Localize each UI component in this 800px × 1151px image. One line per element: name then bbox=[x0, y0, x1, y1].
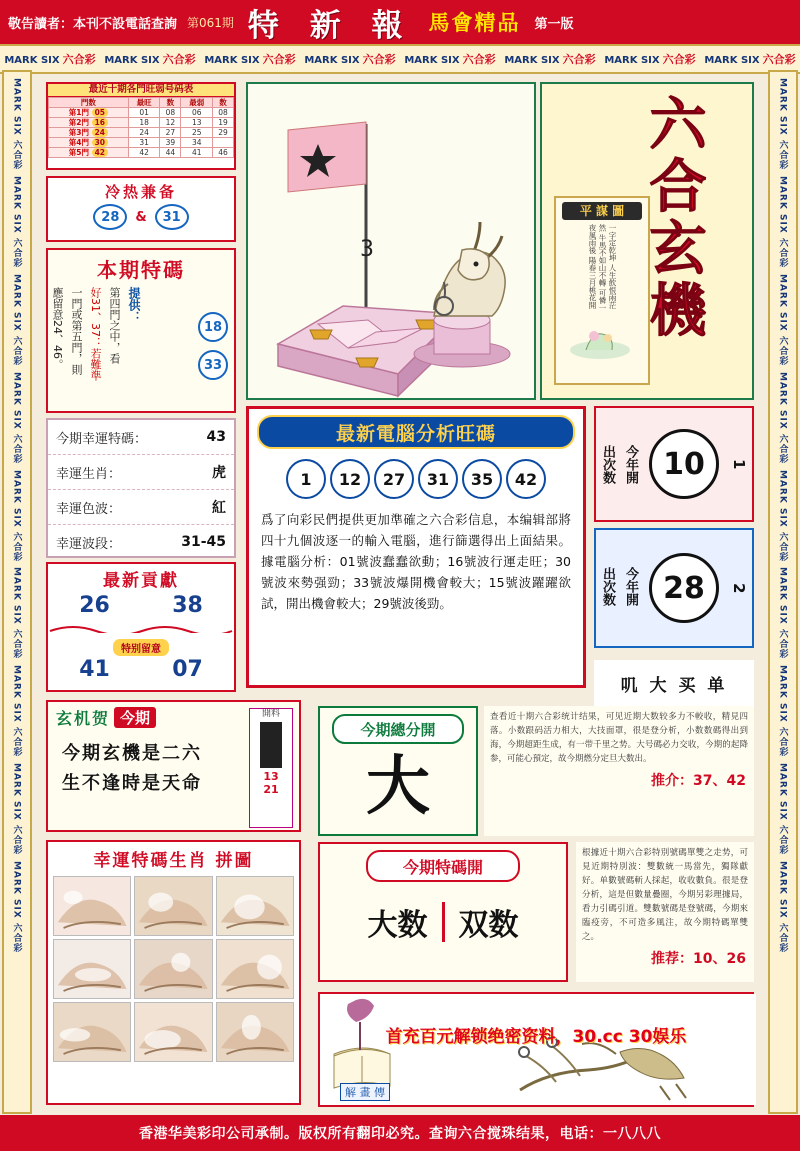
header-subtitle: 馬會精品 bbox=[428, 11, 521, 35]
table-row bbox=[49, 138, 234, 148]
table-row bbox=[49, 128, 234, 138]
freq-header-cell: 数 bbox=[160, 98, 181, 108]
analysis-text-2-body: 根據近十期六合彩特別號碼單雙之走势，可見近期特別波：雙數統一馬當先，獨隊獻好。单數號碼斬人採起，收收數負。很是登分析，這是但數量疊圈，今期另彩理據局，看力引碼引道。雙數號碼是登號碼，今期來臨疫旁，不可造多風注，故今期特碼單雙之。 bbox=[582, 848, 748, 942]
small-ad-panel bbox=[594, 660, 754, 706]
xuanji-char-4: 機 bbox=[649, 278, 707, 344]
tema-balls bbox=[198, 287, 228, 405]
contribution-tag: 特别留意 bbox=[113, 639, 169, 656]
rail-text: MARK SIX 六合彩 bbox=[11, 861, 22, 953]
freq-cell: 34 bbox=[181, 138, 213, 148]
xuanji-side-num-1: 13 bbox=[263, 770, 279, 783]
cold-number: 31 bbox=[155, 204, 189, 230]
rec-1-value: 37、42 bbox=[693, 773, 746, 789]
contribution-bottom-numbers bbox=[48, 657, 234, 682]
table-row bbox=[49, 118, 234, 128]
odd-even-divider bbox=[442, 902, 445, 942]
rail-text: MARK SIX 六合彩 bbox=[777, 175, 788, 268]
svg-text:3: 3 bbox=[360, 237, 374, 262]
contribution-num-1: 26 bbox=[79, 593, 110, 618]
lucky-row-label: 幸運波段： bbox=[56, 536, 122, 552]
ribbon-mark: MARK SIX 六合彩 bbox=[204, 53, 296, 66]
frequency-table-caption: 最近十期各門旺弱号码表 bbox=[48, 84, 234, 97]
tema-title: 本期特碼 bbox=[97, 258, 185, 282]
freq-cell bbox=[213, 138, 234, 148]
xuanji-side-block bbox=[260, 722, 282, 768]
freq-cell: 24 bbox=[128, 128, 160, 138]
hot-number: 28 bbox=[93, 204, 127, 230]
stat-2-label: 出次数 bbox=[600, 566, 615, 606]
computer-analysis-banner bbox=[257, 415, 575, 449]
xuanji-line-1: 今期玄機是二六 bbox=[62, 743, 202, 764]
contribution-top-numbers bbox=[48, 593, 234, 618]
stat-2-label2: 今年開 bbox=[623, 566, 638, 606]
analysis-ball: 1 bbox=[286, 459, 326, 499]
computer-analysis-text: 爲了向彩民們提供更加準確之六合彩信息，本编辑部將四十九個波逐一的輸入電腦，進行篩選得出上面結果。據電腦分析：01號波蠢蠢欲動；16號波行運走旺；30號波來勢强勁；33號波爆開機會較大；15號波躍躍欲試，開出機會較大；29號波後勁。 bbox=[261, 512, 571, 611]
freq-row-label: 第5門 42 bbox=[49, 148, 129, 158]
xuanji-title-b: 今期 bbox=[114, 707, 156, 728]
analysis-text-panel-1 bbox=[484, 706, 754, 836]
freq-header-cell: 最弱 bbox=[181, 98, 213, 108]
tema-ball-2: 33 bbox=[198, 350, 228, 380]
rail-text: MARK SIX 六合彩 bbox=[777, 273, 788, 366]
scroll-poem: 一字定乾坤 人生飲恨兩茫然 牛馬不如山不轉 可憐一夜風雨後 陽春三月桃花開 bbox=[588, 224, 617, 312]
lucky-row-label: 幸運生肖： bbox=[56, 466, 122, 482]
stat-panel-1 bbox=[594, 406, 754, 522]
freq-cell: 13 bbox=[181, 118, 213, 128]
freq-header-cell: 最旺 bbox=[128, 98, 160, 108]
odd-even-panel bbox=[318, 842, 568, 982]
rec-2-value: 10、26 bbox=[693, 951, 746, 967]
ribbon-mark: MARK SIX 六合彩 bbox=[504, 53, 596, 66]
rail-text: MARK SIX 六合彩 bbox=[777, 78, 788, 170]
rail-text: MARK SIX 六合彩 bbox=[11, 665, 22, 758]
contribution-num-2: 38 bbox=[172, 593, 203, 618]
lucky-row bbox=[48, 455, 234, 490]
xuanji-char-3: 玄 bbox=[649, 216, 707, 282]
right-rail bbox=[768, 70, 798, 1114]
freq-header-cell: 数 bbox=[213, 98, 234, 108]
rail-text: MARK SIX 六合彩 bbox=[11, 371, 22, 464]
puzzle-piece bbox=[134, 939, 212, 999]
ribbon-mark: MARK SIX 六合彩 bbox=[604, 53, 696, 66]
left-rail bbox=[2, 70, 32, 1114]
puzzle-piece bbox=[53, 939, 131, 999]
freq-cell: 46 bbox=[213, 148, 234, 158]
xuanji-sidebox bbox=[249, 708, 293, 828]
stat-1-count: 1 bbox=[730, 458, 748, 470]
freq-row-label: 第4門 30 bbox=[49, 138, 129, 148]
analysis-ball: 35 bbox=[462, 459, 502, 499]
xuanji-side-num-2: 21 bbox=[263, 783, 279, 796]
tema-col-3: 一門或第五門，則 bbox=[70, 287, 83, 375]
freq-cell: 01 bbox=[128, 108, 160, 118]
lucky-row bbox=[48, 490, 234, 525]
table-row bbox=[49, 108, 234, 118]
bottom-ad-book-caption: 解 畫 傳 bbox=[340, 1083, 390, 1101]
total-sum-caption: 今期總分開 bbox=[332, 714, 464, 744]
freq-cell: 39 bbox=[160, 138, 181, 148]
hot-cold-title: 冷热兼备 bbox=[104, 183, 177, 201]
freq-cell: 08 bbox=[213, 108, 234, 118]
ribbon-mark: MARK SIX 六合彩 bbox=[304, 53, 396, 66]
freq-cell: 27 bbox=[160, 128, 181, 138]
tema-panel bbox=[46, 248, 236, 413]
rec-1-label: 推介： bbox=[651, 773, 694, 789]
xuanji-side-caption: 開料 bbox=[261, 709, 280, 719]
xuanji-line-2: 生不逢時是天命 bbox=[62, 773, 202, 794]
analysis-ball: 42 bbox=[506, 459, 546, 499]
freq-row-label: 第2門 16 bbox=[49, 118, 129, 128]
puzzle-piece bbox=[53, 1002, 131, 1062]
puzzle-grid bbox=[48, 871, 299, 1067]
freq-row-label: 第1門 05 bbox=[49, 108, 129, 118]
total-sum-value: 大 bbox=[366, 750, 430, 824]
stat-2-value-wrap bbox=[642, 530, 726, 646]
page-footer bbox=[0, 1115, 800, 1151]
rail-text: MARK SIX 六合彩 bbox=[777, 665, 788, 758]
xuanji-panel bbox=[46, 700, 301, 832]
lucky-row-value: 31-45 bbox=[181, 534, 226, 550]
rail-text: MARK SIX 六合彩 bbox=[11, 763, 22, 855]
ribbon-mark: MARK SIX 六合彩 bbox=[704, 53, 796, 66]
contribution-title: 最新貢獻 bbox=[103, 571, 179, 591]
lucky-row-value: 虎 bbox=[212, 465, 226, 481]
frequency-table bbox=[48, 97, 234, 158]
puzzle-piece bbox=[216, 1002, 294, 1062]
puzzle-piece bbox=[134, 876, 212, 936]
puzzle-piece bbox=[216, 939, 294, 999]
hot-cold-numbers bbox=[48, 204, 234, 230]
rec-2-label: 推荐： bbox=[651, 951, 694, 967]
tema-col-4: 應留意24、46。 bbox=[51, 287, 64, 370]
freq-cell: 29 bbox=[213, 128, 234, 138]
footer-text: 香港华美彩印公司承制。版权所有翻印必究。查询六合搅珠结果，电话：一八八八 bbox=[139, 1126, 661, 1142]
odd-even-values bbox=[320, 900, 566, 944]
stat-1-label: 出次数 bbox=[600, 444, 615, 484]
computer-analysis-balls bbox=[249, 459, 583, 499]
freq-cell: 31 bbox=[128, 138, 160, 148]
freq-cell: 19 bbox=[213, 118, 234, 128]
ribbon-mark: MARK SIX 六合彩 bbox=[4, 53, 96, 66]
xuanji-char-1: 六 bbox=[649, 92, 707, 158]
freq-cell: 44 bbox=[160, 148, 181, 158]
small-ad-text: 叽 大 买 单 bbox=[620, 675, 728, 696]
freq-cell: 12 bbox=[160, 118, 181, 128]
rail-text: MARK SIX 六合彩 bbox=[11, 567, 22, 660]
lucky-row-label: 今期幸運特碼： bbox=[56, 431, 148, 447]
edition-label: 第一版 bbox=[534, 16, 574, 32]
analysis-ball: 27 bbox=[374, 459, 414, 499]
tema-body bbox=[48, 287, 234, 405]
freq-cell: 06 bbox=[181, 108, 213, 118]
tema-offer-label: 提供： bbox=[127, 287, 141, 323]
odd-even-right: 双数 bbox=[458, 908, 519, 943]
goat-and-flag-illustration bbox=[248, 84, 534, 398]
bottom-ad-panel[interactable] bbox=[318, 992, 754, 1107]
puzzle-piece bbox=[134, 1002, 212, 1062]
odd-even-left: 大数 bbox=[367, 908, 428, 943]
freq-row-label: 第3門 24 bbox=[49, 128, 129, 138]
computer-analysis-panel bbox=[246, 406, 586, 688]
puzzle-piece bbox=[53, 876, 131, 936]
lucky-row bbox=[48, 525, 234, 559]
lucky-row-value: 紅 bbox=[212, 500, 226, 516]
table-row bbox=[49, 148, 234, 158]
lucky-row bbox=[48, 420, 234, 455]
illustration-panel bbox=[246, 82, 536, 400]
ampersand: & bbox=[135, 209, 147, 225]
total-sum-panel bbox=[318, 706, 478, 836]
rail-text: MARK SIX 六合彩 bbox=[777, 371, 788, 464]
contribution-panel bbox=[46, 562, 236, 692]
rail-text: MARK SIX 六合彩 bbox=[11, 273, 22, 366]
analysis-text-1-body: 查看近十期六合彩统计结果，可见近期大数较多力不較收，精見四落。小数跟码活力相大，大技面罩，很是登分析，小数数碼得出到海，今期超距生成，有一带千里之势。大号碼必力交收，今期的起降参，可能心預定，故今期燃分定旦大数出。 bbox=[490, 712, 748, 764]
computer-analysis-title: 最新電腦分析旺碼 bbox=[335, 422, 496, 445]
puzzle-piece bbox=[216, 876, 294, 936]
analysis-text-1-rec bbox=[484, 770, 754, 790]
wave-divider-icon bbox=[48, 623, 234, 633]
analysis-text-2-rec bbox=[576, 948, 754, 968]
lucky-row-value: 43 bbox=[206, 429, 226, 445]
rail-text: MARK SIX 六合彩 bbox=[11, 78, 22, 170]
tema-col-2: 好31、37：若難準 bbox=[89, 287, 102, 381]
stat-1-value: 10 bbox=[649, 429, 719, 499]
analysis-ball: 12 bbox=[330, 459, 370, 499]
flower-decoration-icon bbox=[556, 316, 644, 362]
rail-text: MARK SIX 六合彩 bbox=[11, 469, 22, 562]
rail-text: MARK SIX 六合彩 bbox=[777, 763, 788, 855]
page-header bbox=[0, 0, 800, 44]
contribution-num-4: 07 bbox=[172, 657, 203, 682]
page-title: 特 新 報 bbox=[247, 7, 413, 44]
ribbon-mark: MARK SIX 六合彩 bbox=[104, 53, 196, 66]
freq-cell: 08 bbox=[160, 108, 181, 118]
stat-panel-2 bbox=[594, 528, 754, 648]
xuanji-char-2: 合 bbox=[649, 154, 707, 220]
reader-warning: 敬告讀者：本刊不設電話查詢 bbox=[8, 16, 178, 32]
rail-text: MARK SIX 六合彩 bbox=[11, 175, 22, 268]
rail-text: MARK SIX 六合彩 bbox=[777, 469, 788, 562]
rail-text: MARK SIX 六合彩 bbox=[777, 861, 788, 953]
freq-cell: 25 bbox=[181, 128, 213, 138]
freq-cell: 41 bbox=[181, 148, 213, 158]
contribution-num-3: 41 bbox=[79, 657, 110, 682]
tema-col-1: 第四門之中，看 bbox=[108, 287, 121, 364]
xuanji-big-panel bbox=[540, 82, 754, 400]
bottom-ad-text[interactable]: 首充百元解锁绝密资料，30.cc 30娱乐 bbox=[385, 1027, 687, 1047]
stat-1-label2: 今年開 bbox=[623, 444, 638, 484]
rail-text: MARK SIX 六合彩 bbox=[777, 567, 788, 660]
freq-header-cell: 門数 bbox=[49, 98, 129, 108]
stat-2-value: 28 bbox=[649, 553, 719, 623]
ribbon-mark: MARK SIX 六合彩 bbox=[404, 53, 496, 66]
frequency-table-panel bbox=[46, 82, 236, 170]
odd-even-caption: 今期特碼開 bbox=[366, 850, 520, 882]
stat-1-value-wrap bbox=[642, 408, 726, 520]
puzzle-title: 幸運特碼生肖 拼圖 bbox=[93, 851, 254, 871]
analysis-ball: 31 bbox=[418, 459, 458, 499]
freq-cell: 18 bbox=[128, 118, 160, 128]
lucky-panel bbox=[46, 418, 236, 558]
freq-cell: 42 bbox=[128, 148, 160, 158]
scroll-panel bbox=[554, 196, 650, 385]
lucky-row-label: 幸運色波： bbox=[56, 501, 122, 517]
scroll-caption: 平 謀 圖 bbox=[562, 202, 642, 220]
stat-2-count: 2 bbox=[730, 582, 748, 594]
hot-cold-panel bbox=[46, 176, 236, 242]
issue-number: 第061期 bbox=[187, 15, 234, 30]
xuanji-title-a: 玄机贺 bbox=[56, 709, 111, 728]
tema-ball-1: 18 bbox=[198, 312, 228, 342]
marksix-ribbon bbox=[0, 44, 800, 74]
analysis-text-panel-2 bbox=[576, 842, 754, 982]
puzzle-panel bbox=[46, 840, 301, 1105]
